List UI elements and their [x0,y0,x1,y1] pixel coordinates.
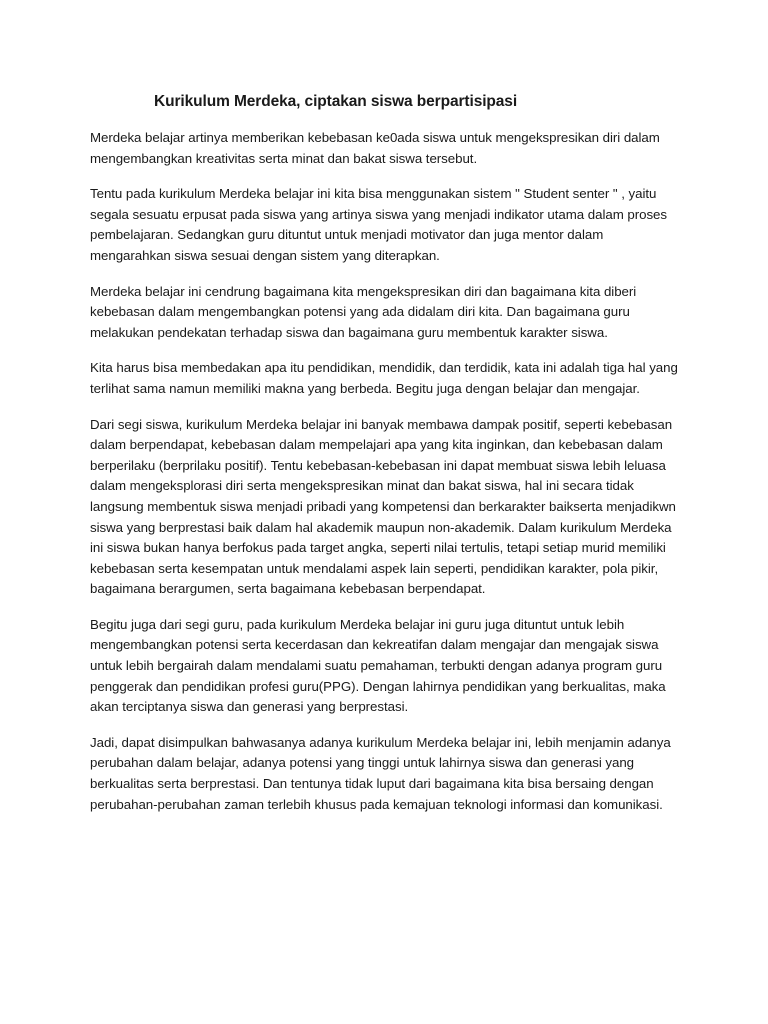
paragraph-4: Kita harus bisa membedakan apa itu pendidikan, mendidik, dan terdidik, kata ini adalah tiga hal yang terlihat sama namun memiliki makna yang berbeda. Begitu juga dengan belajar dan mengajar. [90,360,678,396]
paragraph-6: Begitu juga dari segi guru, pada kurikulum Merdeka belajar ini guru juga dituntut untuk lebih mengembangkan potensi serta kecerdasan dan kekreatifan dalam mengajar dan mengajak siswa untuk lebih bergairah dalam mendalami suatu pemahaman, terbukti dengan adanya program guru penggerak dan pendidikan profesi guru(PPG). Dengan lahirnya pendidikan yang berkualitas, maka akan terciptanya siswa dan generasi yang berprestasi. [90,616,666,715]
paragraph-3: Merdeka belajar ini cendrung bagaimana kita mengekspresikan diri dan bagaimana kita diberi kebebasan dalam mengembangkan potensi yang ada didalam diri kita. Dan bagaimana guru melakukan pendekatan terhadap siswa dan bagaimana guru membentuk karakter siswa. [90,283,637,340]
paragraph-5: Dari segi siswa, kurikulum Merdeka belajar ini banyak membawa dampak positif, seperti kebebasan dalam berpendapat, kebebasan dalam mempelajari apa yang kita inginkan, dan kebebasan dalam berperilaku (berprilaku positif). Tentu kebebasan-kebebasan ini dapat membuat siswa lebih leluasa dalam mengeksplorasi diri serta mengekspresikan minat dan bakat siswa, hal ini secara tidak langsung membentuk siswa menjadi pribadi yang kompetensi dan berkarakter baikserta menjadikwn siswa yang berprestasi baik dalam hal akademik maupun non-akademik. Dalam kurikulum Merdeka ini siswa bukan hanya berfokus pada target angka, seperti nilai tertulis, tetapi setiap murid memiliki kebebasan serta kesempatan untuk mendalami aspek lain seperti, pendidikan karakter, pola pikir, bagaimana berargumen, serta bagaimana kebebasan berpendapat. [90,416,676,597]
paragraph-7: Jadi, dapat disimpulkan bahwasanya adanya kurikulum Merdeka belajar ini, lebih menjamin adanya perubahan dalam belajar, adanya potensi yang tinggi untuk lahirnya siswa dan generasi yang berkualitas serta berprestasi. Dan tentunya tidak luput dari bagaimana kita bisa bersaing dengan perubahan-perubahan zaman terlebih khusus pada kemajuan teknologi informasi dan komunikasi. [90,734,671,812]
document-title: Kurikulum Merdeka, ciptakan siswa berpartisipasi [154,93,518,110]
paragraph-2: Tentu pada kurikulum Merdeka belajar ini kita bisa menggunakan sistem " Student senter " , yaitu segala sesuatu erpusat pada siswa yang artinya siswa yang menjadi indikator utama dalam proses pembelajaran. Sedangkan guru dituntut untuk menjadi motivator dan juga mentor dalam mengarahkan siswa sesuai dengan sistem yang diterapkan. [90,186,667,263]
paragraph-1: Merdeka belajar artinya memberikan kebebasan ke0ada siswa untuk mengekspresikan diri dalam mengembangkan kreativitas serta minat dan bakat siswa tersebut. [90,130,660,166]
